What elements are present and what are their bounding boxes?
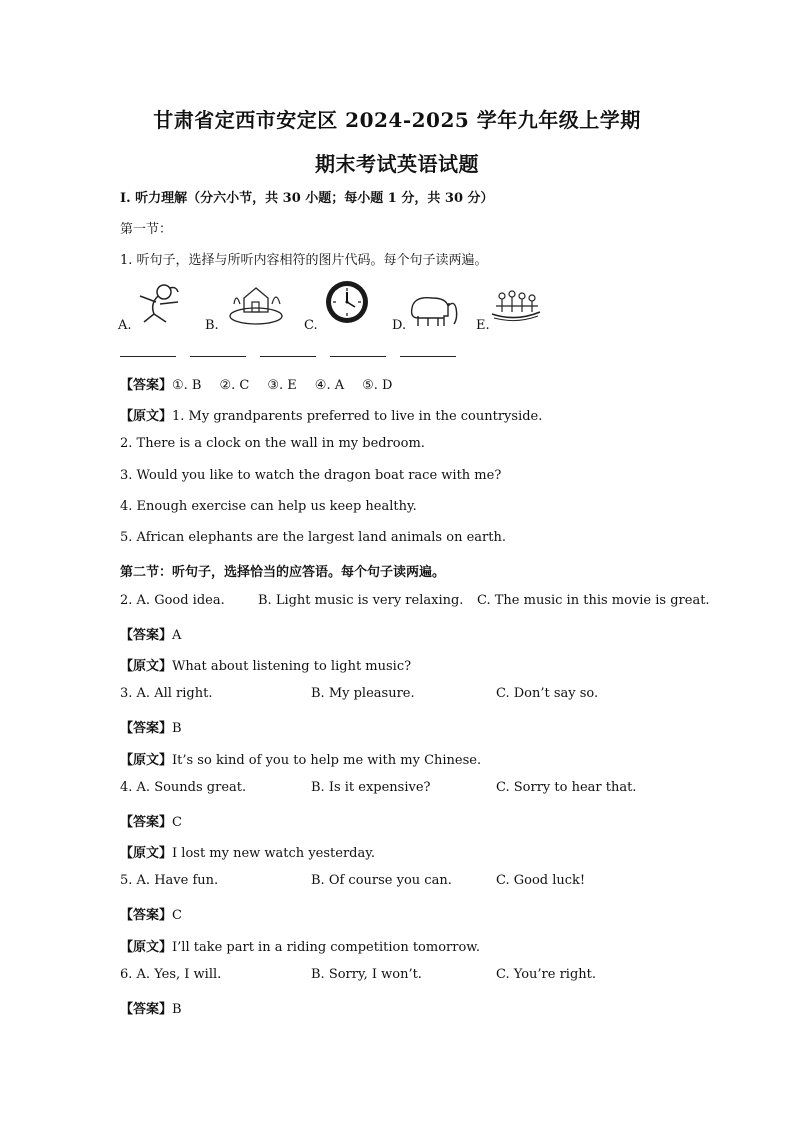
countryside-house-icon [226,282,288,326]
q5-option-a: 5. A. Have fun. [120,873,219,888]
answer-blank-4 [330,356,386,357]
q5-answer: C [172,908,182,923]
q1-transcript-line-3: 3. Would you like to watch the dragon boat race with me? [120,468,502,483]
q1-answer-4: ④. A [314,378,345,393]
transcript-text: 1. My grandparents preferred to live in the countryside. [172,409,543,424]
q1-transcript-line-4: 4. Enough exercise can help us keep healthy. [120,499,417,514]
exercise-person-icon [130,282,188,326]
q5-transcript-line [120,936,480,955]
picture-label-e: E. [476,318,490,333]
q1-answer-2: ②. C [219,378,250,393]
transcript-tag: 【原文】 [120,940,173,955]
answer-blank-2 [190,356,246,357]
elephant-icon [404,290,462,330]
document-title-line-2: 期末考试英语试题 [315,152,479,176]
q1-transcript-line-1 [120,405,542,424]
q1-answer-3: ③. E [267,378,297,393]
answer-tag: 【答案】 [120,721,173,736]
q4-answer-line [120,811,182,830]
q3-answer: B [172,721,182,736]
picture-label-c: C. [304,318,318,333]
q3-transcript-line [120,749,481,768]
q6-answer-line [120,998,182,1017]
q1-transcript-line-2: 2. There is a clock on the wall in my bedroom. [120,436,425,451]
q4-transcript: I lost my new watch yesterday. [172,846,375,861]
q2-option-a: 2. A. Good idea. [120,593,225,608]
question-1-instruction: 1. 听句子，选择与所听内容相符的图片代码。每个句子读两遍。 [120,253,488,268]
q5-option-c: C. Good luck! [496,873,586,888]
answer-blank-3 [260,356,316,357]
picture-label-b: B. [205,318,219,333]
answer-tag: 【答案】 [120,378,173,393]
q2-option-c: C. The music in this movie is great. [477,593,710,608]
q6-option-c: C. You’re right. [496,967,596,982]
q2-option-b: B. Light music is very relaxing. [258,593,464,608]
answer-tag: 【答案】 [120,908,173,923]
transcript-tag: 【原文】 [120,409,173,424]
q2-answer-line [120,624,181,643]
q3-option-b: B. My pleasure. [311,686,415,701]
q1-answer-1: ①. B [172,378,202,393]
answer-blank-5 [400,356,456,357]
q4-option-a: 4. A. Sounds great. [120,780,247,795]
picture-label-d: D. [392,318,407,333]
answer-tag: 【答案】 [120,1002,173,1017]
section-1-heading: 第一节： [120,222,173,237]
q3-answer-line [120,717,182,736]
q6-option-b: B. Sorry, I won’t. [311,967,422,982]
q5-answer-line [120,904,182,923]
q4-transcript-line [120,842,375,861]
transcript-tag: 【原文】 [120,753,173,768]
q6-answer: B [172,1002,182,1017]
q5-option-b: B. Of course you can. [311,873,452,888]
q4-option-b: B. Is it expensive? [311,780,431,795]
section-2-heading: 第二节：听句子，选择恰当的应答语。每个句子读两遍。 [120,565,446,580]
q2-transcript: What about listening to light music? [172,659,412,674]
q4-answer: C [172,815,182,830]
q1-answer-line [120,374,410,393]
transcript-tag: 【原文】 [120,846,173,861]
q2-answer: A [172,628,182,643]
q3-option-c: C. Don’t say so. [496,686,599,701]
q4-option-c: C. Sorry to hear that. [496,780,637,795]
q6-option-a: 6. A. Yes, I will. [120,967,222,982]
q3-transcript: It’s so kind of you to help me with my Chinese. [172,753,482,768]
transcript-tag: 【原文】 [120,659,173,674]
picture-label-a: A. [118,318,132,333]
dragon-boat-race-icon [490,284,542,324]
part-1-heading: I. 听力理解（分六小节，共 30 小题；每小题 1 分，共 30 分） [120,191,494,206]
wall-clock-icon [325,280,369,324]
q1-answer-5: ⑤. D [362,378,393,393]
answer-tag: 【答案】 [120,628,173,643]
q5-transcript: I’ll take part in a riding competition tomorrow. [172,940,480,955]
answer-tag: 【答案】 [120,815,173,830]
q1-transcript-line-5: 5. African elephants are the largest land animals on earth. [120,530,506,545]
document-title-line-1: 甘肃省定西市安定区 2024-2025 学年九年级上学期 [153,108,641,132]
q2-transcript-line [120,655,411,674]
answer-blank-1 [120,356,176,357]
q3-option-a: 3. A. All right. [120,686,213,701]
